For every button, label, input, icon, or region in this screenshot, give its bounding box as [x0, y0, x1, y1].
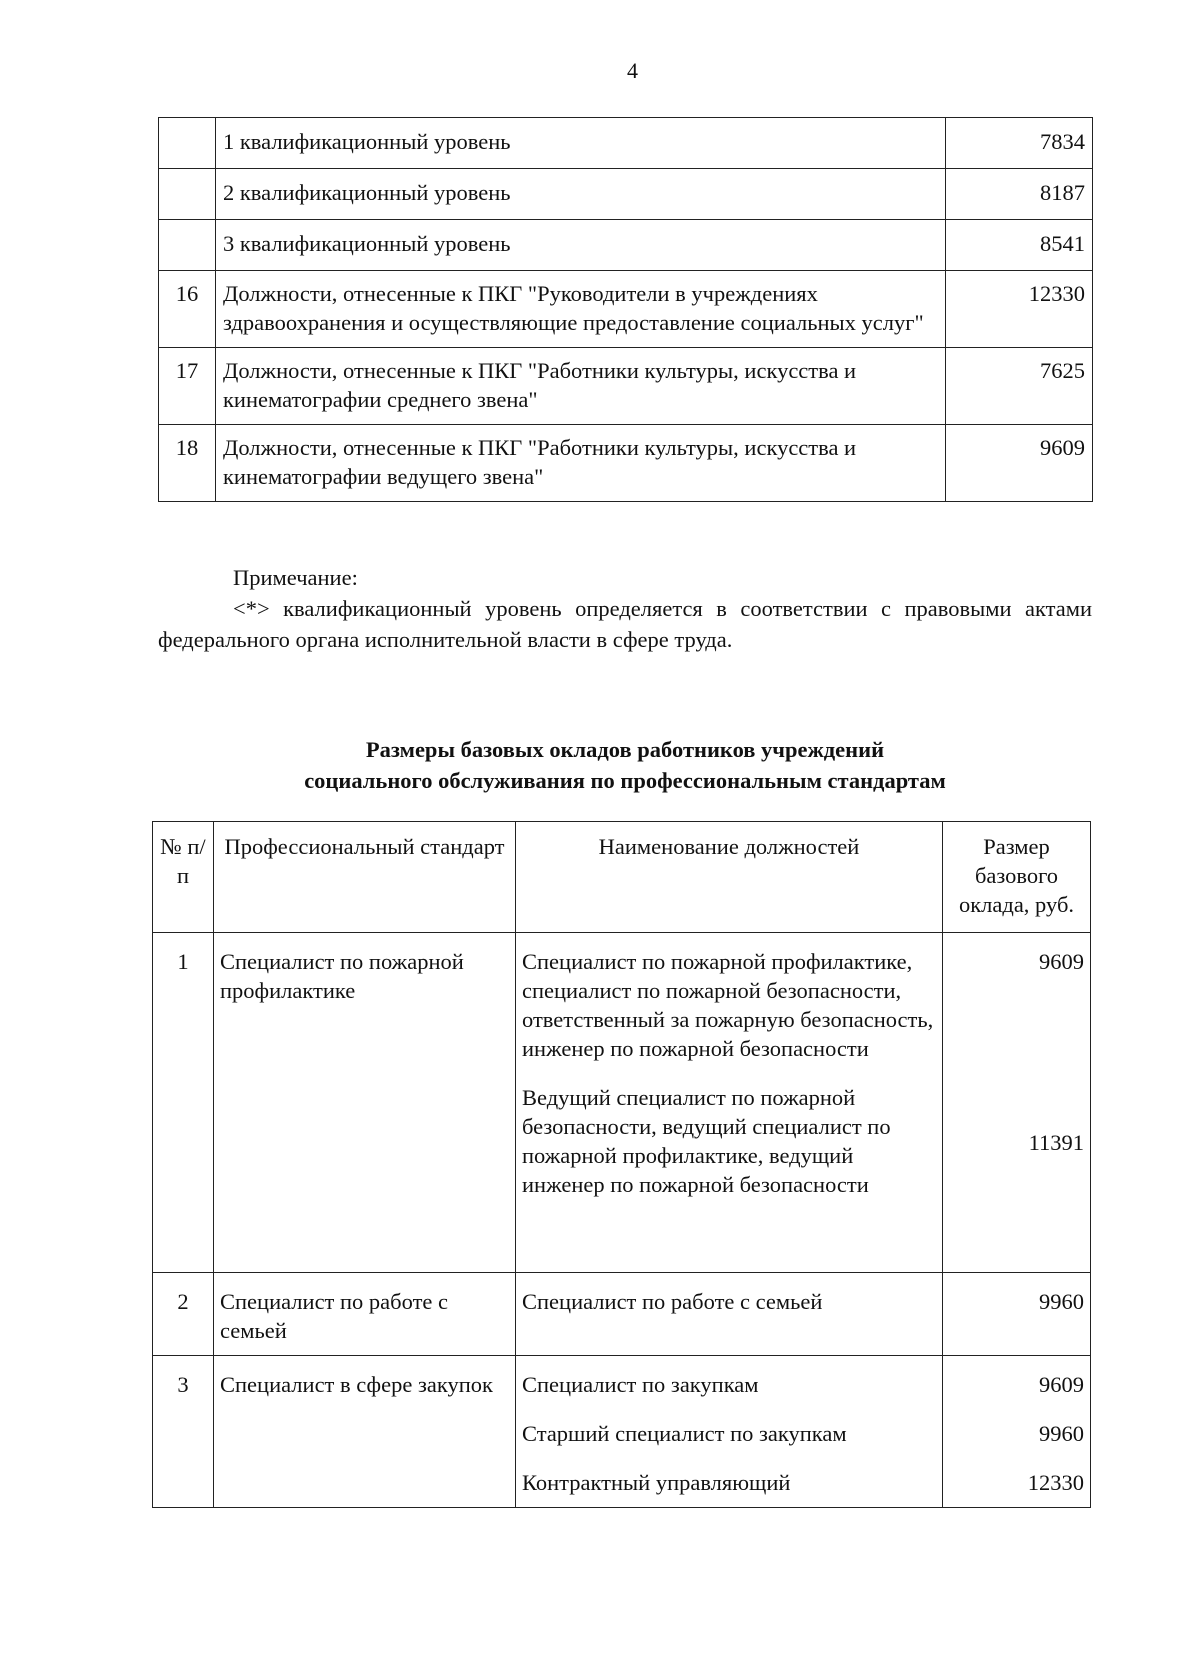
table-header-row [153, 822, 1091, 933]
position-name: Ведущий специалист по пожарной безопасности, ведущий специалист по пожарной профилактике, ведущий инженер по пожарной безопасности [522, 1085, 891, 1197]
row-positions [516, 1273, 943, 1356]
position-name: Контрактный управляющий [522, 1470, 791, 1495]
row-value: 7625 [946, 348, 1093, 425]
row-value: 12330 [946, 271, 1093, 348]
row-values [943, 1273, 1091, 1356]
row-title: 1 квалификационный уровень [216, 118, 946, 169]
row-positions [516, 933, 943, 1273]
row-title: Должности, отнесенные к ПКГ "Работники культуры, искусства и кинематографии среднего звена" [216, 348, 946, 425]
header-standard: Профессиональный стандарт [214, 822, 516, 933]
row-number: 17 [159, 348, 216, 425]
header-positions: Наименование должностей [516, 822, 943, 933]
table-row [159, 118, 1093, 169]
header-salary: Размер базового оклада, руб. [943, 822, 1091, 933]
row-number [159, 169, 216, 220]
row-positions [516, 1356, 943, 1508]
position-value: 11391 [1028, 1130, 1084, 1155]
row-standard: Специалист в сфере закупок [214, 1356, 516, 1508]
row-number: 2 [153, 1273, 214, 1356]
position-value: 9960 [1039, 1289, 1084, 1314]
table-row [159, 169, 1093, 220]
row-number: 16 [159, 271, 216, 348]
table-row [159, 271, 1093, 348]
row-standard: Специалист по работе с семьей [214, 1273, 516, 1356]
table-row [159, 425, 1093, 502]
row-number [159, 118, 216, 169]
row-number: 3 [153, 1356, 214, 1508]
row-number: 18 [159, 425, 216, 502]
position-name: Старший специалист по закупкам [522, 1421, 847, 1446]
position-name: Специалист по закупкам [522, 1372, 759, 1397]
row-title: Должности, отнесенные к ПКГ "Работники культуры, искусства и кинематографии ведущего звена" [216, 425, 946, 502]
row-values [943, 933, 1091, 1273]
note [158, 562, 1092, 655]
row-number: 1 [153, 933, 214, 1273]
position-name: Специалист по работе с семьей [522, 1289, 823, 1314]
row-value: 8541 [946, 220, 1093, 271]
position-name: Специалист по пожарной профилактике, специалист по пожарной безопасности, ответственный за пожарную безопасность, инженер по пожарной безопасности [522, 949, 934, 1061]
salary-table [152, 821, 1091, 1508]
row-title: 2 квалификационный уровень [216, 169, 946, 220]
page-number: 4 [627, 58, 638, 83]
row-standard: Специалист по пожарной профилактике [214, 933, 516, 1273]
qualification-table [158, 117, 1093, 502]
position-value: 12330 [1027, 1470, 1084, 1495]
row-value: 7834 [946, 118, 1093, 169]
row-value: 8187 [946, 169, 1093, 220]
section-heading [158, 734, 1092, 796]
row-value: 9609 [946, 425, 1093, 502]
row-title: Должности, отнесенные к ПКГ "Руководители в учреждениях здравоохранения и осуществляющие предоставление социальных услуг" [216, 271, 946, 348]
position-value: 9609 [1039, 949, 1084, 974]
position-value: 9960 [1039, 1421, 1084, 1446]
table-row [153, 1273, 1091, 1356]
table-row [159, 220, 1093, 271]
note-text: <*> квалификационный уровень определяется в соответствии с правовыми актами федерального органа исполнительной власти в сфере труда. [158, 596, 1092, 652]
heading-line-1: Размеры базовых окладов работников учреждений [365, 737, 885, 762]
row-number [159, 220, 216, 271]
table-row [153, 1356, 1091, 1508]
note-title: Примечание: [233, 565, 358, 590]
table-row [159, 348, 1093, 425]
row-title: 3 квалификационный уровень [216, 220, 946, 271]
header-num: № п/п [153, 822, 214, 933]
table-row [153, 933, 1091, 1273]
position-value: 9609 [1039, 1372, 1084, 1397]
row-values [943, 1356, 1091, 1508]
heading-line-2: социального обслуживания по профессиональным стандартам [304, 768, 946, 793]
